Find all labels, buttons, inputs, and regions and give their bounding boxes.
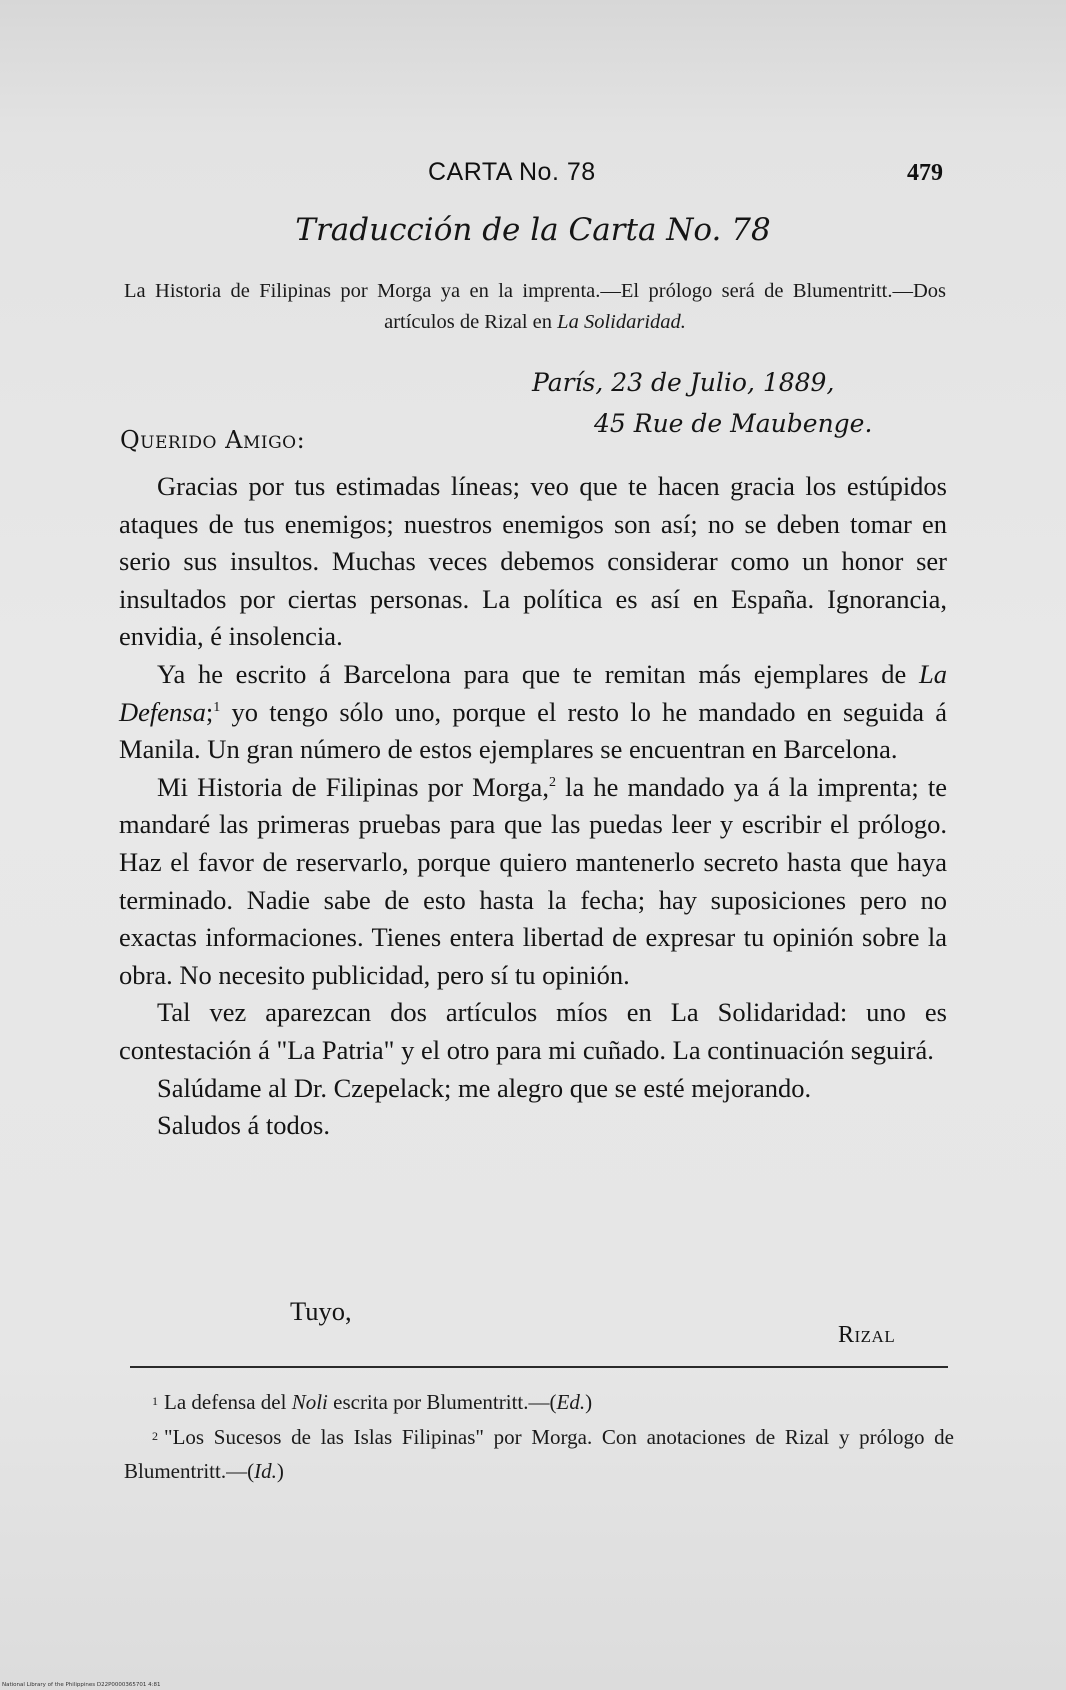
translation-title: Traducción de la Carta No. 78 [295, 212, 771, 248]
running-head: CARTA No. 78 [428, 158, 596, 186]
dateline [532, 362, 872, 444]
letter-body [119, 468, 947, 1145]
signature: Rizal [838, 1322, 896, 1348]
footnotes [124, 1384, 954, 1488]
footnote-2-ref: Id. [254, 1459, 277, 1483]
footnote-1-ref: Ed. [556, 1390, 586, 1414]
page-header [0, 158, 1066, 192]
library-credit: National Library of the Philippines D22P0000365701 4:81 [2, 1682, 161, 1688]
page-number: 479 [907, 160, 943, 186]
paragraph-3 [119, 769, 947, 995]
paragraph-2-text: Ya he escrito á Barcelona para que te remitan más ejemplares de [157, 658, 919, 689]
letter-summary [124, 276, 946, 338]
noli-title: Noli [291, 1390, 328, 1414]
defensa-title: La Defensa [119, 658, 947, 727]
closing: Tuyo, [290, 1296, 352, 1326]
footnote-ref-2: 2 [548, 774, 556, 790]
footnote-rule [130, 1366, 948, 1368]
footnote-1-mark: 1 [152, 1394, 158, 1408]
summary-text: La Historia de Filipinas por Morga ya en la imprenta.—El prólogo será de Blumentritt.—Dos artículos de Rizal en [124, 280, 946, 333]
footnote-1-end: ) [585, 1390, 593, 1414]
footnote-ref-1: 1 [213, 699, 221, 715]
footnote-1 [124, 1384, 954, 1419]
footnote-2-end: ) [276, 1459, 284, 1483]
footnote-1-text: La defensa del [164, 1390, 292, 1414]
footnote-2 [124, 1419, 954, 1488]
address: 45 Rue de Maubenge. [594, 409, 873, 438]
place-date: París, 23 de Julio, 1889, [532, 368, 835, 397]
salutation: Querido Amigo: [120, 426, 306, 454]
footnote-2-mark: 2 [152, 1429, 158, 1443]
paragraph-3-rest: la he mandado ya á la imprenta; te mandaré las primeras pruebas para que las puedas leer y escribir el prólogo. Haz el favor de reservarlo, porque quiero mantenerlo secreto hasta que haya terminado. Nadie sabe de esto hasta la fecha; hay suposiciones pero no exactas informaciones. Tienes entera libertad de expresar tu opinión sobre la obra. No necesito publicidad, pero sí tu opinión. [119, 771, 947, 990]
paragraph-4: Tal vez aparezcan dos artículos míos en La Solidaridad: uno es contestación á "La Patria" y el otro para mi cuñado. La continuación seguirá. [119, 997, 947, 1065]
paragraph-5: Salúdame al Dr. Czepelack; me alegro que se esté mejorando. [157, 1072, 812, 1103]
paragraph-3-text: Mi Historia de Filipinas por Morga, [157, 771, 549, 802]
footnote-2-text: "Los Sucesos de las Islas Filipinas" por Morga. Con anotaciones de Rizal y prólogo de Blumentritt.—( [124, 1425, 954, 1483]
paragraph-6: Saludos á todos. [157, 1110, 330, 1141]
paragraph-2 [119, 656, 947, 769]
paragraph-1: Gracias por tus estimadas líneas; veo que te hacen gracia los estúpidos ataques de tus enemigos; nuestros enemigos son así; no se deben tomar en serio sus insultos. Muchas veces debemos considerar como un honor ser insultados por ciertas personas. La política es así en España. Ignorancia, envidia, é insolencia. [119, 471, 947, 652]
footnote-1-after: escrita por Blumentritt.—( [327, 1390, 557, 1414]
summary-italic: La Solidaridad. [557, 311, 686, 333]
semicolon: ; [205, 696, 214, 727]
paragraph-2-rest: yo tengo sólo uno, porque el resto lo he mandado en seguida á Manila. Un gran número de estos ejemplares se encuentran en Barcelona. [119, 696, 947, 765]
